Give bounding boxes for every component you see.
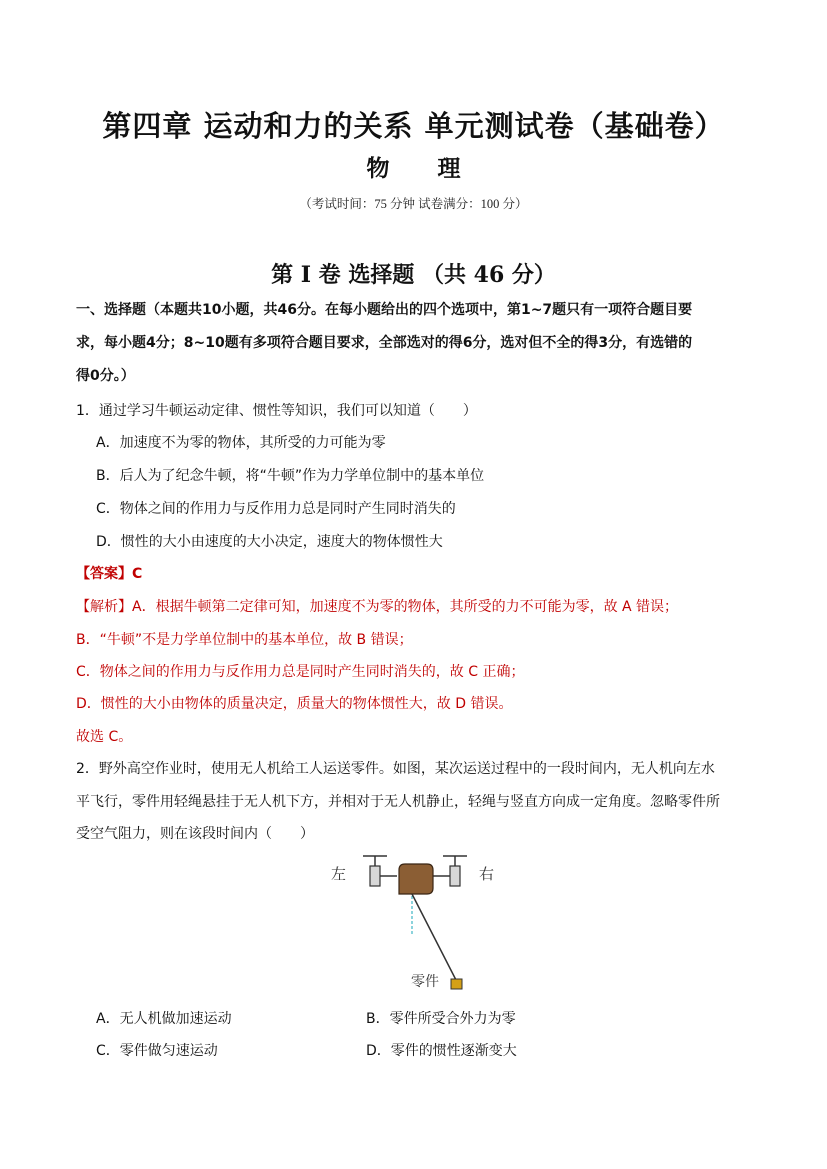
q1-option-c: C．物体之间的作用力与反作用力总是同时产生同时消失的	[96, 501, 456, 517]
q1-analysis-5: 故选 C。	[76, 729, 133, 745]
page-title: 第四章 运动和力的关系 单元测试卷（基础卷）	[102, 109, 725, 143]
instructions-line-3: 得0分。）	[76, 368, 135, 384]
q2-option-b: B．零件所受合外力为零	[366, 1011, 516, 1027]
exam-info: （考试时间：75 分钟 试卷满分：100 分）	[299, 197, 528, 211]
q2-stem-2: 平飞行，零件用轻绳悬挂于无人机下方，并相对于无人机静止，轻绳与竖直方向成一定角度。忽略零件所	[76, 794, 720, 810]
figure-right-label: 右	[479, 867, 495, 883]
q1-analysis-4: D．惯性的大小由物体的质量决定，质量大的物体惯性大，故 D 错误。	[76, 696, 513, 712]
q2-option-d: D．零件的惯性逐渐变大	[366, 1043, 517, 1059]
q1-stem: 1．通过学习牛顿运动定律、惯性等知识，我们可以知道（ ）	[76, 403, 477, 419]
section-title: 第 I 卷 选择题 （共 46 分）	[271, 262, 556, 288]
drone-body	[399, 864, 433, 894]
subject-char-2: 理	[437, 155, 461, 182]
q2-option-a: A．无人机做加速运动	[96, 1011, 232, 1027]
q1-answer: 【答案】C	[76, 566, 143, 582]
right-rotor	[433, 856, 467, 886]
instructions-line-2: 求，每小题4分；8~10题有多项符合题目要求，全部选对的得6分，选对但不全的得3分，有选错的	[76, 335, 693, 351]
drone-figure	[325, 852, 510, 1002]
part-block	[451, 979, 462, 989]
q1-option-d: D．惯性的大小由速度的大小决定，速度大的物体惯性大	[96, 534, 443, 550]
left-rotor	[363, 856, 397, 886]
q2-stem-1: 2．野外高空作业时，使用无人机给工人运送零件。如图，某次运送过程中的一段时间内，无人机向左水	[76, 761, 715, 777]
q1-option-b: B．后人为了纪念牛顿，将“牛顿”作为力学单位制中的基本单位	[96, 468, 485, 484]
figure-left-label: 左	[331, 867, 347, 883]
q2-option-c: C．零件做匀速运动	[96, 1043, 218, 1059]
subject-char-1: 物	[366, 155, 390, 182]
q1-analysis-1: 【解析】A．根据牛顿第二定律可知，加速度不为零的物体，其所受的力不可能为零，故 A 错误；	[76, 599, 679, 615]
q1-analysis-3: C．物体之间的作用力与反作用力总是同时产生同时消失的，故 C 正确；	[76, 664, 525, 680]
rope	[412, 894, 456, 980]
q1-analysis-2: B．“牛顿”不是力学单位制中的基本单位，故 B 错误；	[76, 632, 413, 648]
figure-part-label: 零件	[411, 974, 439, 990]
q1-option-a: A．加速度不为零的物体，其所受的力可能为零	[96, 435, 386, 451]
instructions-line-1: 一、选择题（本题共10小题，共46分。在每小题给出的四个选项中，第1~7题只有一项符合题目要	[76, 302, 693, 318]
subject-heading	[0, 150, 827, 183]
q2-stem-3: 受空气阻力，则在该段时间内（ ）	[76, 826, 314, 842]
